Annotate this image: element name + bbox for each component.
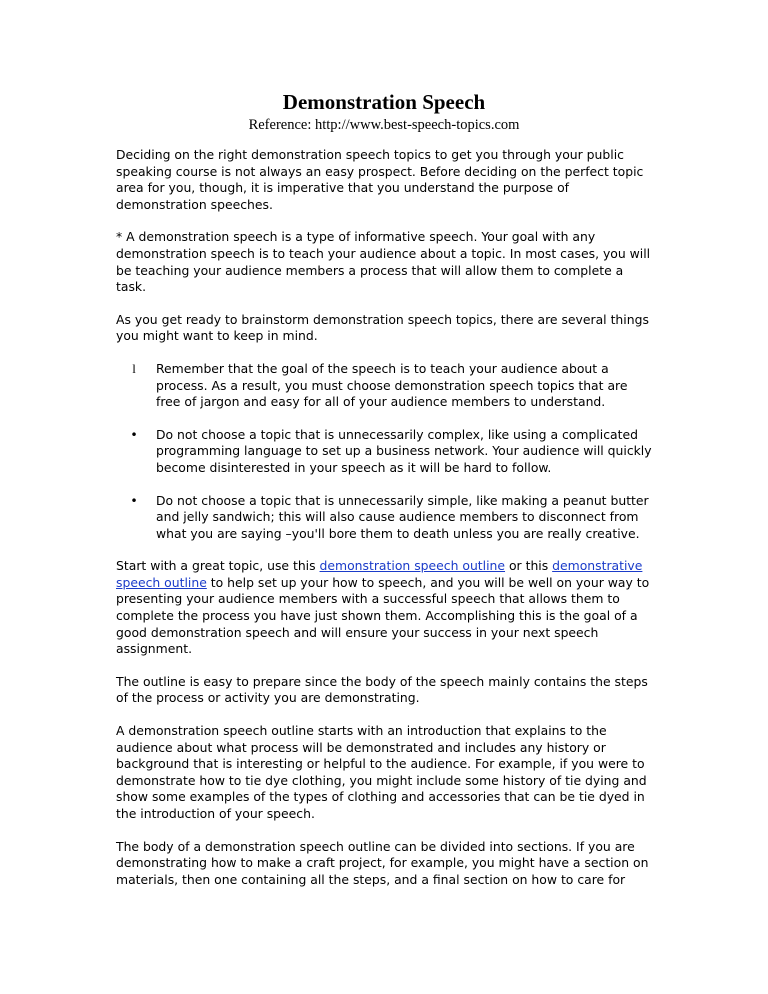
paragraph-text: or this: [505, 558, 553, 574]
paragraph-intro: Deciding on the right demonstration speech topics to get you through your public speaking course is not always an easy prospect. Before deciding on the perfect topic area for you, though, it is imperative that you understand the purpose of demonstration speeches.: [116, 147, 644, 212]
paragraph-brainstorm: As you get ready to brainstorm demonstration speech topics, there are several things you might want to keep in mind.: [116, 311, 649, 344]
bullet-marker: •: [130, 492, 138, 508]
list-item-text: Remember that the goal of the speech is to teach your audience about a process. As a result, you must choose demonstration speech topics that are free of jargon and easy for all of your audience members to understand.: [156, 360, 628, 410]
paragraph-outline-links: [116, 558, 652, 658]
paragraph-definition: * A demonstration speech is a type of informative speech. Your goal with any demonstration speech is to teach your audience about a topic. In most cases, you will be teaching your audience members a process that will allow them to complete a task.: [116, 229, 651, 295]
list-item: [130, 426, 652, 477]
list-item: [130, 492, 652, 543]
bullet-marker: l: [132, 360, 136, 376]
paragraph-outline-easy: The outline is easy to prepare since the body of the speech mainly contains the steps of the process or activity you are demonstrating.: [116, 673, 648, 706]
paragraph-text: Start with a great topic, use this: [116, 558, 320, 574]
list-item-text: Do not choose a topic that is unnecessarily simple, like making a peanut butter and jelly sandwich; this will also cause audience members to disconnect from what you are saying –you'll bore them to death unless you are really creative.: [156, 492, 649, 541]
demonstration-speech-outline-link[interactable]: demonstration speech outline: [319, 558, 506, 574]
paragraph-introduction: A demonstration speech outline starts with an introduction that explains to the audience about what process will be demonstrated and includes any history or background that is interesting or helpful to the audience. For example, if you were to demonstrate how to tie dye clothing, you might include some history of tie dying and show some examples of the types of clothing and accessories that can be tie dyed in the introduction of your speech.: [116, 723, 647, 821]
paragraph-text: to help set up your how to speech, and you will be well on your way to presenting your audience members with a successful speech that allows them to complete the process you have just shown them. Accomplishing this is the goal of a good demonstration speech and will ensure your success in your next speech assignment.: [116, 574, 650, 657]
list-item: [132, 360, 652, 411]
list-item-text: Do not choose a topic that is unnecessarily complex, like using a complicated programming language to set up a business network. Your audience will quickly become disinterested in your speech as it will be hard to follow.: [156, 426, 652, 475]
reference-line: Reference: http://www.best-speech-topics.com: [248, 117, 520, 133]
page-title: Demonstration Speech: [282, 90, 486, 114]
bullet-marker: •: [130, 426, 138, 442]
tips-list: [116, 361, 652, 542]
demonstrative-speech-outline-link[interactable]: demonstrative speech outline: [116, 558, 643, 590]
paragraph-body: The body of a demonstration speech outline can be divided into sections. If you are demonstrating how to make a craft project, for example, you might have a section on materials, then one containing all the steps, and a final section on how to care for: [116, 838, 649, 887]
